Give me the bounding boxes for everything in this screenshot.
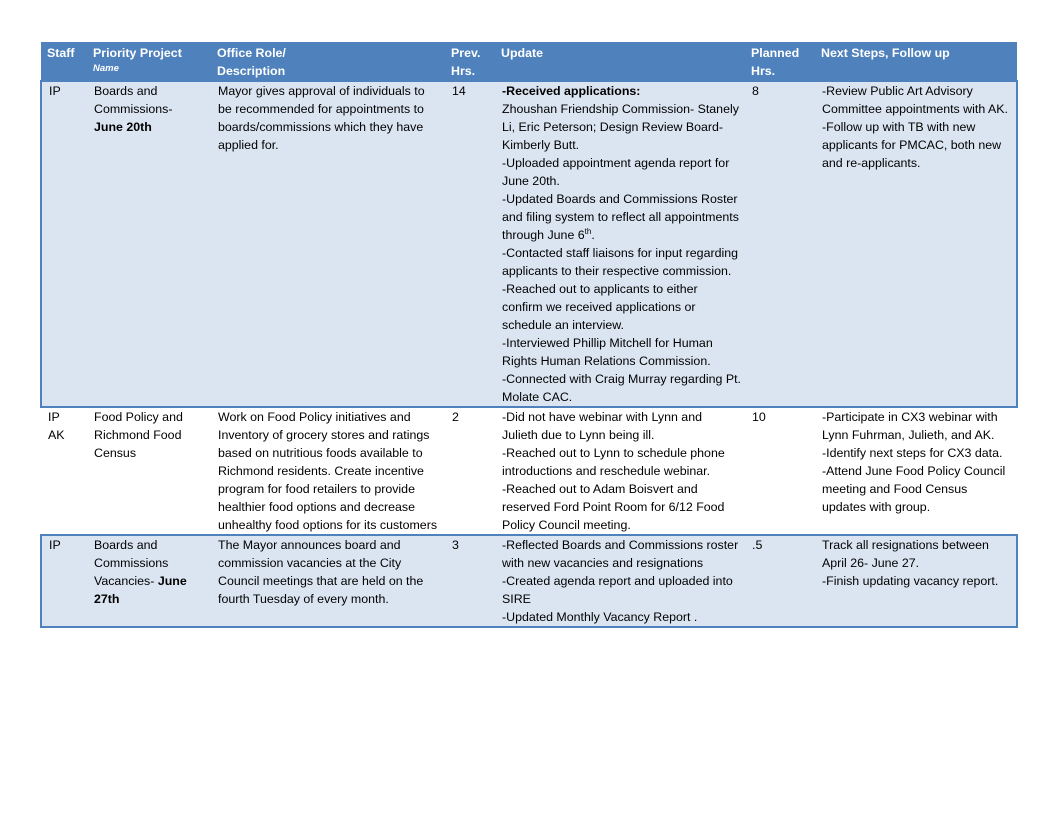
header-update: Update [495, 43, 745, 82]
header-row [41, 43, 1017, 82]
project-cell: Boards and Commissions Vacancies- June 27th [87, 535, 211, 627]
project-cell: Food Policy and Richmond Food Census [87, 407, 211, 535]
prev-hrs-cell: 2 [445, 407, 495, 535]
header-staff: Staff [41, 43, 87, 82]
table-row [41, 81, 1017, 407]
header-next-steps: Next Steps, Follow up [815, 43, 1017, 82]
next-steps-cell: Track all resignations between April 26- June 27. -Finish updating vacancy report. [815, 535, 1017, 627]
next-steps-cell: -Review Public Art Advisory Committee appointments with AK. -Follow up with TB with new applicants for PMCAC, both new and re-applicants. [815, 81, 1017, 407]
description-cell: Mayor gives approval of individuals to be recommended for appointments to boards/commissions which they have applied for. [211, 81, 445, 407]
next-steps-cell: -Participate in CX3 webinar with Lynn Fuhrman, Julieth, and AK. -Identify next steps for CX3 data. -Attend June Food Policy Council meeting and Food Census updates with group. [815, 407, 1017, 535]
prev-hrs-cell: 3 [445, 535, 495, 627]
description-cell: Work on Food Policy initiatives and Inventory of grocery stores and ratings based on nutritious foods available to Richmond residents. Create incentive program for food retailers to provide healthier food options and decrease unhealthy food options for its customers [211, 407, 445, 535]
prev-hrs-cell: 14 [445, 81, 495, 407]
project-cell: Boards and Commissions- June 20th [87, 81, 211, 407]
staff-cell: IP [41, 81, 87, 407]
update-cell: -Received applications: Zhoushan Friendship Commission- Stanely Li, Eric Peterson; Design Review Board- Kimberly Butt. -Uploaded appointment agenda report for June 20th. -Updated Boards and Commissions Roster and filing system to reflect all appointments through June 6th. -Contacted staff liaisons for input regarding applicants to their respective commission. -Reached out to applicants to either confirm we received applications or schedule an interview. -Interviewed Phillip Mitchell for Human Rights Human Relations Commission. -Connected with Craig Murray regarding Pt. Molate CAC. [495, 81, 745, 407]
header-office-role: Office Role/ Description [211, 43, 445, 82]
table-row [41, 535, 1017, 627]
description-cell: The Mayor announces board and commission vacancies at the City Council meetings that are held on the fourth Tuesday of every month. [211, 535, 445, 627]
table-row [41, 407, 1017, 535]
status-report-table [40, 42, 1018, 628]
staff-cell: IP AK [41, 407, 87, 535]
header-planned-hrs: Planned Hrs. [745, 43, 815, 82]
update-cell: -Did not have webinar with Lynn and Julieth due to Lynn being ill. -Reached out to Lynn to schedule phone introductions and reschedule webinar. -Reached out to Adam Boisvert and reserved Ford Point Room for 6/12 Food Policy Council meeting. [495, 407, 745, 535]
header-priority-project: Priority Project Name [87, 43, 211, 82]
header-priority-project-sub: Name [93, 63, 119, 74]
update-cell: -Reflected Boards and Commissions roster with new vacancies and resignations -Created agenda report and uploaded into SIRE -Updated Monthly Vacancy Report . [495, 535, 745, 627]
planned-hrs-cell: 8 [745, 81, 815, 407]
planned-hrs-cell: .5 [745, 535, 815, 627]
planned-hrs-cell: 10 [745, 407, 815, 535]
header-prev-hrs: Prev. Hrs. [445, 43, 495, 82]
staff-cell: IP [41, 535, 87, 627]
